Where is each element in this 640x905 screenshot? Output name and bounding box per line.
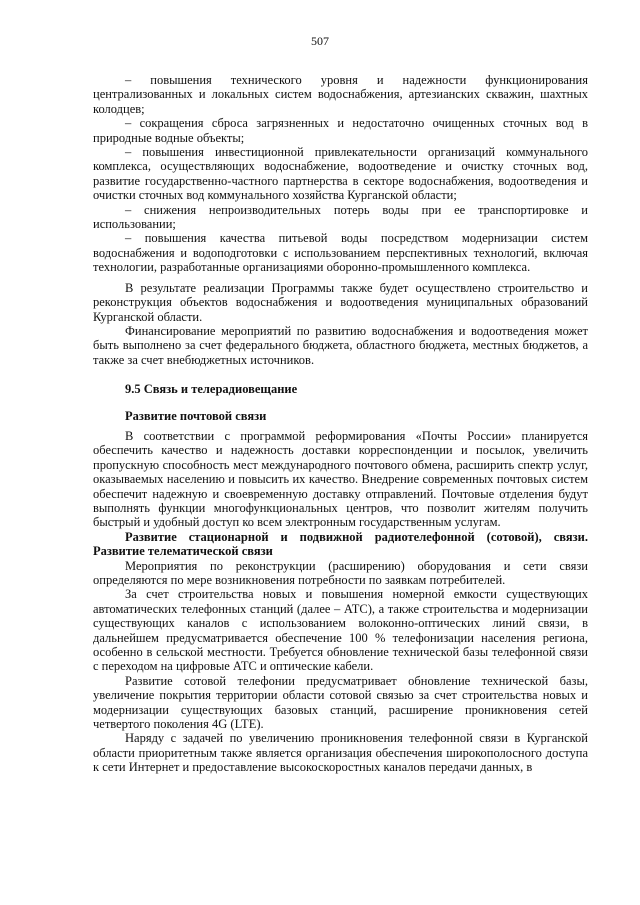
telecom-paragraph: Наряду с задачей по увеличению проникновения телефонной связи в Курганской области приоритетным также является организация обеспечения широкополосного доступа к сети Интернет и предоставление высокоскоростных каналов передачи данных, в [93, 731, 588, 775]
postal-paragraph: В соответствии с программой реформирования «Почты России» планируется обеспечить качество и надежность доставки корреспонденции и посылок, увеличить пропускную способность мест международного почтового обмена, расширить спектр услуг, оказываемых населению и повысить их качество. Внедрение современных почтовых систем обеспечит надежную и своевременную доставку отправлений. Почтовые отделения будут выполнять функции многофункциональных центров, что позволит жителям получить быстрый и удобный доступ ко всем электронным государственным услугам. [93, 428, 588, 530]
telecom-paragraph: Мероприятия по реконструкции (расширению) оборудования и сети связи определяются по мере возникновения потребности по заявкам потребителей. [93, 558, 588, 587]
telecom-paragraph: За счет строительства новых и повышения номерной емкости существующих автоматических телефонных станций (далее – АТС), а также строительства и модернизации существующих каналов с использованием волоконно-оптических линий связи, в дальнейшем предусматривается обеспечение 100 % телефонизации населения региона, особенно в сельской местности. Требуется обновление технической базы телефонной связи с переходом на цифровые АТС и оптические кабели. [93, 587, 588, 674]
bullet-item: – повышения качества питьевой воды посредством модернизации систем водоснабжения и водоподготовки с использованием перспективных технологий, включая технологии, разработанные организациями оборонно-промышленного комплекса. [93, 231, 588, 275]
page-number: 507 [311, 34, 329, 48]
telecom-paragraph: Развитие сотовой телефонии предусматривает обновление технической базы, увеличение покрытия территории области сотовой связью за счет строительства новых и модернизации существующих базовых станций, расширение проникновения сетей четвертого поколения 4G (LTE). [93, 673, 588, 732]
bullet-item: – повышения технического уровня и надежности функционирования централизованных и локальных систем водоснабжения, артезианских скважин, шахтных колодцев; [93, 73, 588, 116]
section-title: 9.5 Связь и телерадиовещание [125, 382, 298, 397]
bullet-item: – повышения инвестиционной привлекательности организаций коммунального комплекса, осуществляющих водоснабжение, водоотведение и очистку сточных вод, развитие государственно-частного партнерства в секторе водоснабжения, водоотведения и очистки сточных вод коммунального хозяйства Курганской области; [93, 145, 588, 203]
bullet-item: – снижения непроизводительных потерь воды при ее транспортировке и использовании; [93, 202, 588, 232]
document-body [93, 73, 588, 775]
bullet-item: – сокращения сброса загрязненных и недостаточно очищенных сточных вод в природные водные объекты; [93, 116, 588, 145]
financing-paragraph: Финансирование мероприятий по развитию водоснабжения и водоотведения может быть выполнено за счет федерального бюджета, областного бюджета, местных бюджетов, а также за счет внебюджетных источников. [93, 323, 588, 367]
results-paragraph: В результате реализации Программы также будет осуществлено строительство и реконструкция объектов водоснабжения и водоотведения муниципальных образований Курганской области. [93, 280, 588, 324]
postal-heading: Развитие почтовой связи [125, 408, 267, 423]
telecom-heading: Развитие стационарной и подвижной радиотелефонной (сотовой), связи. Развитие телематической связи [93, 529, 588, 559]
